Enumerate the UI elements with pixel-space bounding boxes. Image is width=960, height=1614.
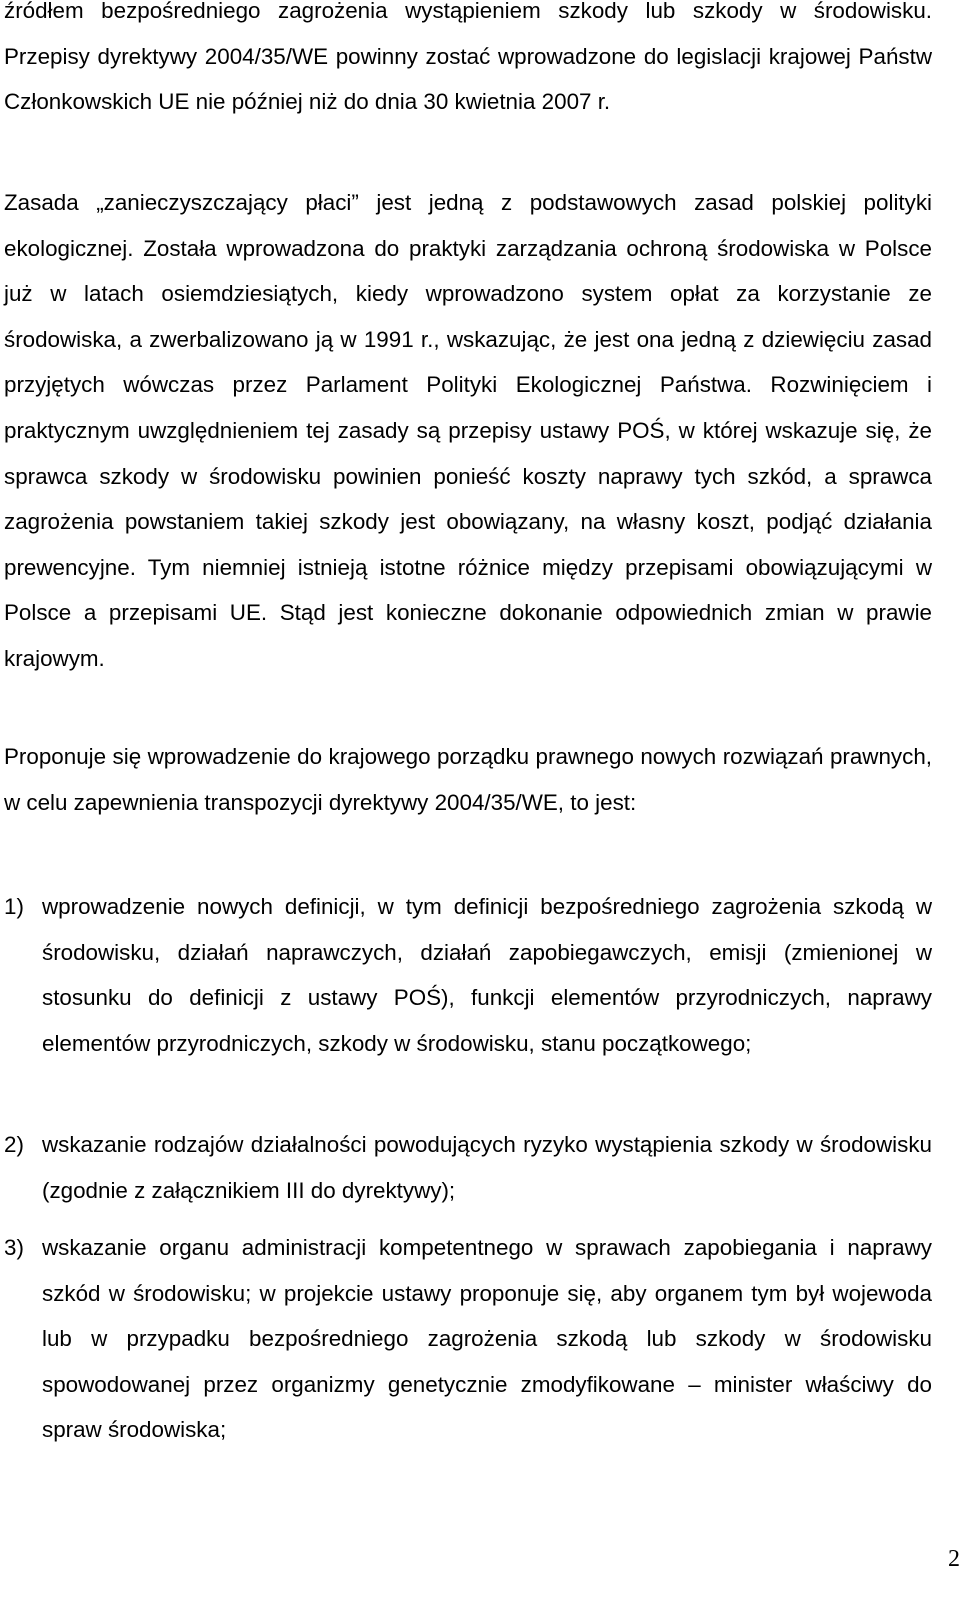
list-item-competent-authority xyxy=(4,1225,932,1453)
page-number: 2 xyxy=(948,1546,960,1572)
list-item-text: wprowadzenie nowych definicji, w tym definicji bezpośredniego zagrożenia szkodą w środowisku, działań naprawczych, działań zapobiegawczych, emisji (zmienionej w stosunku do definicji z ustawy POŚ), funkcji elementów przyrodniczych, naprawy elementów przyrodniczych, szkody w środowisku, stanu początkowego; xyxy=(42,894,932,1056)
list-item-number: 2) xyxy=(4,1132,24,1157)
list-item-number: 3) xyxy=(4,1235,24,1260)
paragraph-directive-deadline: źródłem bezpośredniego zagrożenia wystąpieniem szkody lub szkody w środowisku. Przepisy dyrektywy 2004/35/WE powinny zostać wprowadzone do legislacji krajowej Państw Członkowskich UE nie później niż do dnia 30 kwietnia 2007 r. xyxy=(4,0,932,115)
list-item-activity-types xyxy=(4,1122,932,1213)
list-item-definitions xyxy=(4,884,932,1066)
list-item-text: wskazanie organu administracji kompetentnego w sprawach zapobiegania i naprawy szkód w środowisku; w projekcie ustawy proponuje się, aby organem tym był wojewoda lub w przypadku bezpośredniego zagrożenia szkodą lub szkody w środowisku spowodowanej przez organizmy genetycznie zmodyfikowane – minister właściwy do spraw środowiska; xyxy=(42,1235,932,1443)
paragraph-polluter-pays: Zasada „zanieczyszczający płaci” jest jedną z podstawowych zasad polskiej polityki ekologicznej. Została wprowadzona do praktyki zarządzania ochroną środowiska w Polsce już w latach osiemdziesiątych, kiedy wprowadzono system opłat za korzystanie ze środowiska, a zwerbalizowano ją w 1991 r., wskazując, że jest ona jedną z dziewięciu zasad przyjętych wówczas przez Parlament Polityki Ekologicznej Państwa. Rozwinięciem i praktycznym uwzględnieniem tej zasady są przepisy ustawy POŚ, w której wskazuje się, że sprawca szkody w środowisku powinien ponieść koszty naprawy tych szkód, a sprawca zagrożenia powstaniem takiej szkody jest obowiązany, na własny koszt, podjąć działania prewencyjne. Tym niemniej istnieją istotne różnice między przepisami obowiązującymi w Polsce a przepisami UE. Stąd jest konieczne dokonanie odpowiednich zmian w prawie krajowym. xyxy=(4,190,932,671)
paragraph-proposal-intro: Proponuje się wprowadzenie do krajowego porządku prawnego nowych rozwiązań prawnych, w celu zapewnienia transpozycji dyrektywy 2004/35/WE, to jest: xyxy=(4,744,932,815)
list-item-number: 1) xyxy=(4,894,24,919)
list-item-text: wskazanie rodzajów działalności powodujących ryzyko wystąpienia szkody w środowisku (zgodnie z załącznikiem III do dyrektywy); xyxy=(42,1132,932,1203)
